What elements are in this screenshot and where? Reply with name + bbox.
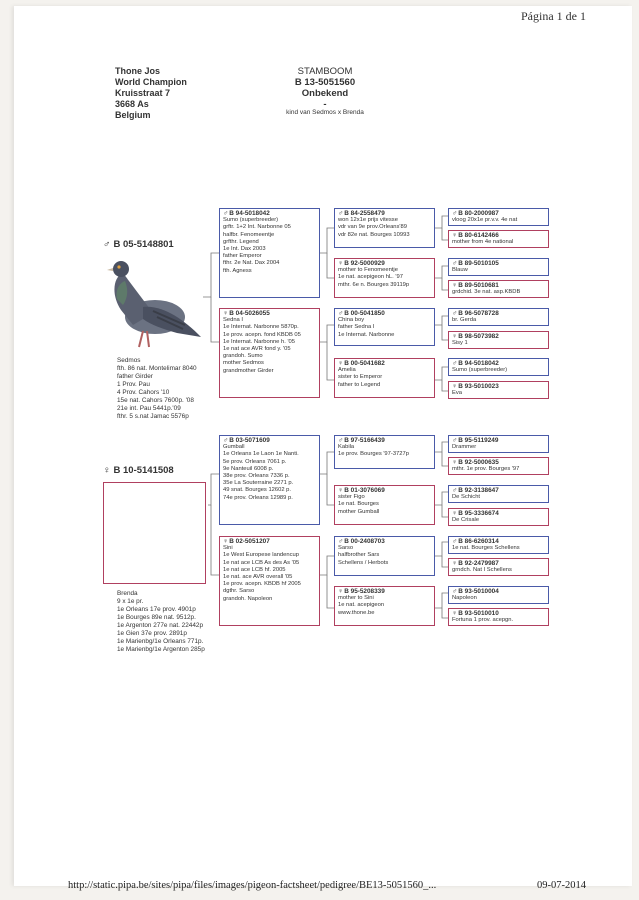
female-symbol-icon: ♀ xyxy=(223,310,229,317)
pedigree-line: Fortuna 1 prov. acepgn. xyxy=(452,617,514,624)
pedigree-line: 49 snat. Bourges 12602 p. xyxy=(223,487,292,494)
pedigree-line: sister to Emperor xyxy=(338,374,383,381)
male-symbol-icon: ♂ xyxy=(338,538,344,545)
pedigree-line: grftr. 1+2 Int. Narbonne 05 xyxy=(223,224,291,231)
pedigree-box-gen3 xyxy=(334,435,435,469)
pedigree-box-gen4 xyxy=(448,508,549,526)
pedigree-box-gen4 xyxy=(448,358,549,376)
pedigree-box-gen4 xyxy=(448,586,549,604)
pedigree-line: 1e Orleans 1e Laon 1e Nanti. xyxy=(223,451,299,458)
owner-line: Thone Jos xyxy=(115,66,161,76)
pedigree-line: 1e Internat. Narbonne 5870p. xyxy=(223,324,299,331)
print-date: 09-07-2014 xyxy=(537,880,586,891)
pedigree-ring: B 98-5073982 xyxy=(458,333,499,340)
father-info-line: fth. 86 nat. Montelimar 8040 xyxy=(117,365,197,372)
pedigree-ring: B 80-6142466 xyxy=(458,232,499,239)
pedigree-line: won 12x1e prijs vitesse xyxy=(338,217,398,224)
pedigree-line: 74e prov. Orleans 12989 p. xyxy=(223,494,293,501)
subject-dash: - xyxy=(323,99,327,110)
page-number: Página 1 de 1 xyxy=(521,9,586,23)
male-symbol-icon: ♂ xyxy=(452,310,458,317)
mother-ring xyxy=(103,465,174,476)
pedigree-line: Kabila xyxy=(338,444,355,451)
father-info-line: 15e nat. Cahors 7600p. '08 xyxy=(117,397,194,404)
pedigree-line: China boy xyxy=(338,317,365,324)
pedigree-line: vloog 20x1e pr.v.v. 4e nat xyxy=(452,217,518,224)
male-symbol-icon: ♂ xyxy=(103,239,111,250)
pedigree-line: 1e Internat. Narbonne h. '05 xyxy=(223,338,296,345)
male-symbol-icon: ♂ xyxy=(452,260,458,267)
pedigree-ring: B 01-3076069 xyxy=(344,487,385,494)
pedigree-line: Sisy 1 xyxy=(452,340,468,347)
father-info-line: 4 Prov. Cahors '10 xyxy=(117,389,170,396)
male-symbol-icon: ♂ xyxy=(338,310,344,317)
pedigree-ring: B 93-5010004 xyxy=(458,588,499,595)
female-symbol-icon: ♀ xyxy=(452,510,458,517)
male-symbol-icon: ♂ xyxy=(452,538,458,545)
pedigree-line: Amelia xyxy=(338,367,356,374)
mother-info-line: 1e Marienbg/1e Argenton 285p xyxy=(117,646,205,653)
pedigree-box-gen4 xyxy=(448,536,549,554)
female-symbol-icon: ♀ xyxy=(452,282,458,289)
owner-line: 3668 As xyxy=(115,99,149,109)
female-symbol-icon: ♀ xyxy=(452,383,458,390)
pedigree-line: 1e West Europese landencup xyxy=(223,552,299,559)
pedigree-line: father Emperor xyxy=(223,253,262,260)
female-symbol-icon: ♀ xyxy=(452,459,458,466)
pedigree-box-gen3 xyxy=(334,208,435,248)
pedigree-line: fthr. 2e Nat. Dax 2004 xyxy=(223,260,280,267)
pedigree-line: Sumo (superbreeder) xyxy=(223,217,279,224)
father-ring xyxy=(103,239,174,250)
owner-line: Kruisstraat 7 xyxy=(115,88,171,98)
pedigree-line: De Crisale xyxy=(452,517,480,524)
pedigree-line: 1e nat. ace AVR overall '05 xyxy=(223,574,293,581)
pedigree-box-gen3 xyxy=(334,358,435,398)
pedigree-box-gen3 xyxy=(334,586,435,626)
pedigree-line: 1e nat ace LCB hf. 2005 xyxy=(223,566,286,573)
pedigree-ring: B 95-5208339 xyxy=(344,588,385,595)
pedigree-line: De Schicht xyxy=(452,494,481,501)
mother-info-line: 1e Gien 37e prov. 2891p xyxy=(117,630,187,637)
pedigree-ring: B 95-5119249 xyxy=(458,437,499,444)
pedigree-line: 1e nat ace LCB As des As '05 xyxy=(223,559,300,566)
female-symbol-icon: ♀ xyxy=(103,465,111,476)
pedigree-line: Drammer xyxy=(452,444,477,451)
pedigree-line: Sumo (superbreeder) xyxy=(452,367,508,374)
pedigree-line: 5e prov. Orleans 7061 p. xyxy=(223,458,287,465)
father-info-line: Sedmos xyxy=(117,357,141,364)
pedigree-ring: B 00-5041682 xyxy=(344,360,385,367)
male-symbol-icon: ♂ xyxy=(452,487,458,494)
pedigree-ring: B 94-5018042 xyxy=(458,360,499,367)
pedigree-line: 1e nat. Bourges xyxy=(338,501,379,508)
pedigree-ring: B 94-5018042 xyxy=(229,210,270,217)
pedigree-ring: B 89-5010681 xyxy=(458,282,499,289)
pedigree-line: 1e prov. acepn. fond KBDB 05 xyxy=(223,331,301,338)
pedigree-line: mother from 4e national xyxy=(452,239,514,246)
pedigree-ring: B 84-2558479 xyxy=(344,210,385,217)
granddam-paternal-box xyxy=(219,308,320,398)
subject-parents: kind van Sedmos x Brenda xyxy=(286,109,364,116)
mother-info-line: 9 x 1e pr. xyxy=(117,598,144,605)
father-info-line: 21e int. Pau 5441p.'09 xyxy=(117,405,181,412)
father-info-line: fthr. 5 s.nat Jamac 5576p xyxy=(117,413,189,420)
pedigree-box-gen4 xyxy=(448,258,549,276)
subject-ring: B 13-5051560 xyxy=(294,77,356,88)
female-symbol-icon: ♀ xyxy=(338,360,344,367)
pedigree-box-gen3 xyxy=(334,485,435,525)
male-symbol-icon: ♂ xyxy=(338,210,344,217)
male-symbol-icon: ♂ xyxy=(452,360,458,367)
pedigree-line: grndch. Nat I Schellens xyxy=(452,567,512,574)
pedigree-line: Sedna I xyxy=(223,317,243,324)
pedigree-line: Sarso xyxy=(338,545,354,552)
pedigree-box-gen4 xyxy=(448,435,549,453)
pedigree-line: www.thone.be xyxy=(338,609,375,616)
pedigree-line: Napoleon xyxy=(452,595,477,602)
pedigree-ring: B 93-5010010 xyxy=(458,610,499,617)
pedigree-line: Gumball xyxy=(223,444,245,451)
female-symbol-icon: ♀ xyxy=(223,538,229,545)
pedigree-title: STAMBOOM xyxy=(297,66,353,77)
pedigree-ring: B 95-3336674 xyxy=(458,510,499,517)
pedigree-line: mother Gumball xyxy=(338,508,380,515)
mother-info-line: 1e Argenton 277e nat. 22442p xyxy=(117,622,203,629)
pedigree-line: halfbrother Sars xyxy=(338,552,380,559)
pedigree-line: mother to Sini xyxy=(338,595,374,602)
granddam-maternal-box xyxy=(219,536,320,626)
male-symbol-icon: ♂ xyxy=(452,437,458,444)
male-symbol-icon: ♂ xyxy=(338,437,344,444)
pedigree-line: sister Figo xyxy=(338,494,365,501)
pedigree-ring: B 00-2408703 xyxy=(344,538,385,545)
pigeon-photo-icon xyxy=(103,255,203,355)
pedigree-line: grandoh. Napoleon xyxy=(223,595,273,602)
father-info-line: father Girder xyxy=(117,373,153,380)
mother-info-line: 1e Bourges 89e nat. 9512p. xyxy=(117,614,196,621)
pedigree-line: 1e nat. acepigeon xyxy=(338,602,385,609)
owner-line: Belgium xyxy=(115,110,151,120)
mother-info-line: Brenda xyxy=(117,590,138,597)
pedigree-line: Blauw xyxy=(452,267,468,274)
pedigree-box-gen4 xyxy=(448,280,549,298)
pedigree-ring: B 97-5166439 xyxy=(344,437,385,444)
pedigree-box-gen4 xyxy=(448,608,549,626)
pedigree-line: br. Gerda xyxy=(452,317,477,324)
male-symbol-icon: ♂ xyxy=(452,210,458,217)
father-info-line: 1 Prov. Pau xyxy=(117,381,150,388)
pedigree-line: grandoh. Sumo xyxy=(223,353,263,360)
pedigree-line: mthr. 6e n. Bourges 39119p xyxy=(338,281,410,288)
pedigree-box-gen4 xyxy=(448,230,549,248)
pedigree-ring: B 80-2000987 xyxy=(458,210,499,217)
mother-photo-frame xyxy=(103,482,206,584)
pedigree-line: 1e Internat. Narbonne xyxy=(338,331,395,338)
mother-info-line: 1e Orleans 17e prov. 4901p xyxy=(117,606,196,613)
pedigree-ring: B 92-3138647 xyxy=(458,487,499,494)
pedigree-line: grfthr. Legend xyxy=(223,238,259,245)
male-symbol-icon: ♂ xyxy=(223,437,229,444)
pedigree-line: 1e Int. Dax 2003 xyxy=(223,246,266,253)
female-symbol-icon: ♀ xyxy=(452,610,458,617)
pedigree-line: 1e prov. Bourges '97-3727p xyxy=(338,451,409,458)
pedigree-line: 9e Nanteuil 6008 p. xyxy=(223,465,274,472)
female-symbol-icon: ♀ xyxy=(338,487,344,494)
pedigree-ring: B 92-5000635 xyxy=(458,459,499,466)
pedigree-line: 1e nat. Bourges Schellens xyxy=(452,545,520,552)
grandsire-maternal-box xyxy=(219,435,320,525)
pedigree-line: halfbr. Fenomeentje xyxy=(223,231,275,238)
pedigree-line: grdchid. 3e nat. asp.KBDB xyxy=(452,289,521,296)
pedigree-box-gen4 xyxy=(448,485,549,503)
father-info xyxy=(117,357,197,421)
pedigree-line: grandmother Girder xyxy=(223,367,274,374)
pedigree-line: mother Sedmos xyxy=(223,360,264,367)
pedigree-line: vdr van 9e prov.Orleans'89 xyxy=(338,224,407,231)
pedigree-line: dgthr. Sarso xyxy=(223,588,255,595)
pedigree-box-gen4 xyxy=(448,457,549,475)
male-symbol-icon: ♂ xyxy=(223,210,229,217)
pedigree-box-gen4 xyxy=(448,558,549,576)
pedigree-ring: B 04-5026055 xyxy=(229,310,270,317)
pedigree-ring: B 02-5051207 xyxy=(229,538,270,545)
female-symbol-icon: ♀ xyxy=(338,588,344,595)
source-url: http://static.pipa.be/sites/pipa/files/images/pigeon-factsheet/pedigree/BE13-5051560_... xyxy=(68,880,437,891)
pedigree-ring: B 86-6260314 xyxy=(458,538,499,545)
female-symbol-icon: ♀ xyxy=(452,560,458,567)
pedigree-box-gen4 xyxy=(448,331,549,349)
pedigree-ring: B 92-2479987 xyxy=(458,560,499,567)
pedigree-box-gen4 xyxy=(448,308,549,326)
pedigree-box-gen4 xyxy=(448,381,549,399)
mother-ring-number: B 10-5141508 xyxy=(113,465,174,476)
father-ring-number: B 05-5148801 xyxy=(113,239,174,250)
pedigree-line: Schellens / Herbots xyxy=(338,559,389,566)
pedigree-line: vdr 82e nat. Bourges 10993 xyxy=(338,231,410,238)
pedigree-line: 1e prov. acepn. KBDB hf 2005 xyxy=(223,581,301,588)
pedigree-line: Eva xyxy=(452,390,462,397)
grandsire-paternal-box xyxy=(219,208,320,298)
pedigree-box-gen4 xyxy=(448,208,549,226)
pedigree-line: fth. Agness xyxy=(223,267,252,274)
female-symbol-icon: ♀ xyxy=(452,333,458,340)
pedigree-line: 1e nat ace AVR fond y. '05 xyxy=(223,346,291,353)
female-symbol-icon: ♀ xyxy=(452,232,458,239)
pedigree-box-gen3 xyxy=(334,308,435,346)
pedigree-ring: B 89-5010105 xyxy=(458,260,499,267)
subject-name: Onbekend xyxy=(301,88,349,99)
pedigree-line: father Sedna I xyxy=(338,324,375,331)
pedigree-ring: B 96-5078728 xyxy=(458,310,499,317)
owner-line: World Champion xyxy=(115,77,187,87)
mother-info xyxy=(117,590,205,654)
pedigree-line: 35e La Souterraine 2271 p. xyxy=(223,480,294,487)
mother-info-line: 1e Marienbg/1e Orleans 771p. xyxy=(117,638,204,645)
pedigree-line: mthr. 1e prov. Bourges '97 xyxy=(452,466,520,473)
male-symbol-icon: ♂ xyxy=(452,588,458,595)
pedigree-box-gen3 xyxy=(334,258,435,298)
pedigree-ring: B 03-5071609 xyxy=(229,437,270,444)
pedigree-line: mother to Fenomeentje xyxy=(338,267,398,274)
pedigree-box-gen3 xyxy=(334,536,435,576)
pedigree-ring: B 92-5000929 xyxy=(344,260,385,267)
pedigree-line: 38e prov. Orleans 7336 p. xyxy=(223,473,290,480)
pedigree-line: Sini xyxy=(223,545,233,552)
pedigree-line: father to Legend xyxy=(338,381,381,388)
pedigree-ring: B 93-5010023 xyxy=(458,383,499,390)
female-symbol-icon: ♀ xyxy=(338,260,344,267)
pedigree-line: 1e nat. acepigeon hL. '97 xyxy=(338,274,403,281)
pedigree-ring: B 00-5041850 xyxy=(344,310,385,317)
